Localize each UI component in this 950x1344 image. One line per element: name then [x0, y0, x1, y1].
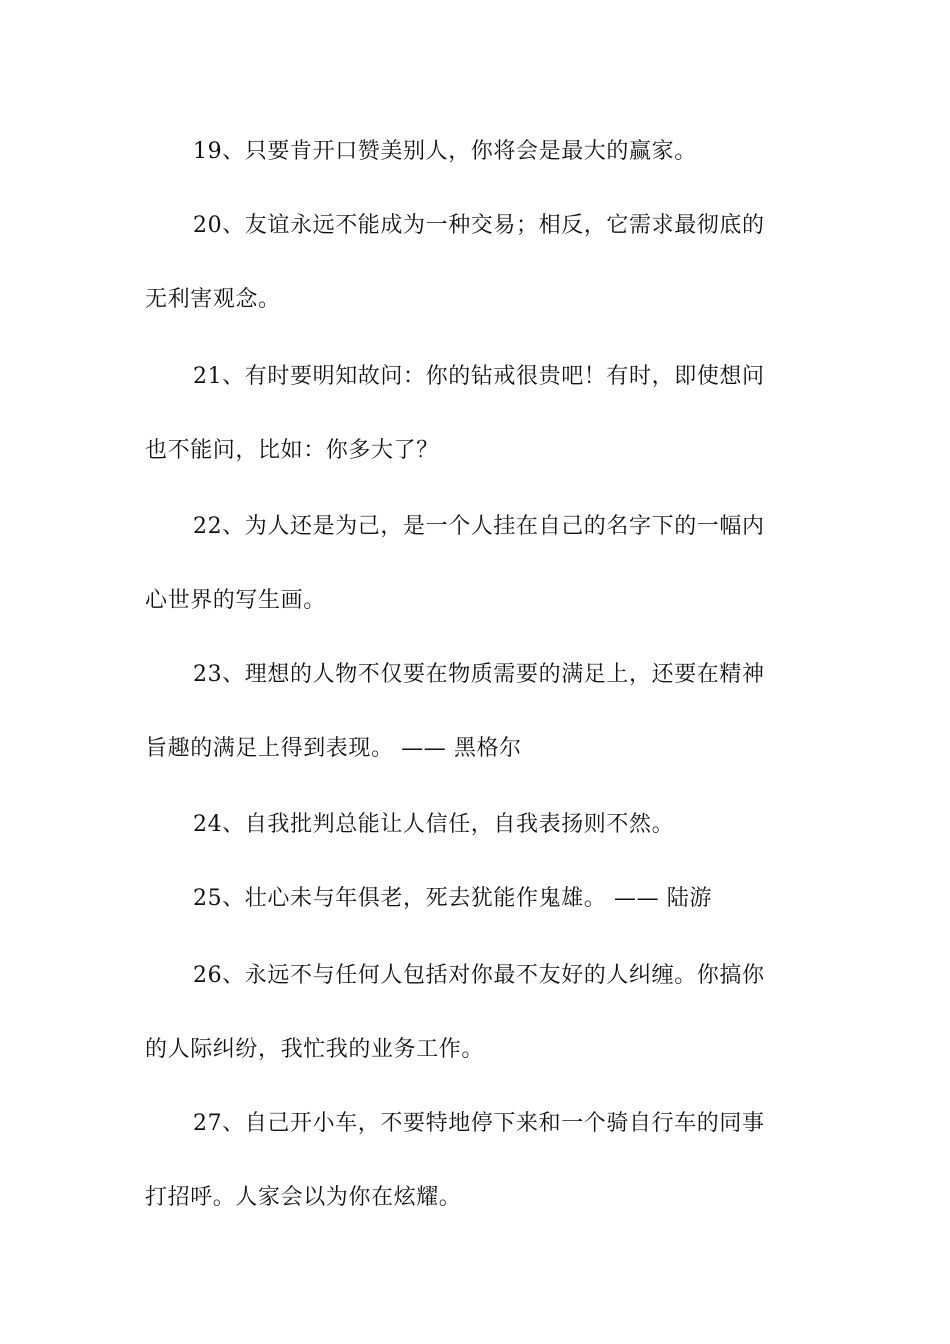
- quote-20-line-1: 20、友谊永远不能成为一种交易；相反，它需求最彻底的: [193, 213, 765, 238]
- quote-27-line-2: 打招呼。人家会以为你在炫耀。: [145, 1185, 462, 1210]
- quote-26-line-1: 26、永远不与任何人包括对你最不友好的人纠缠。你搞你: [193, 963, 765, 988]
- quote-21-line-2: 也不能问，比如：你多大了？: [145, 438, 439, 463]
- quote-22-line-2: 心世界的写生画。: [145, 588, 326, 613]
- quote-26-line-2: 的人际纠纷，我忙我的业务工作。: [145, 1037, 485, 1062]
- quote-24-line-1: 24、自我批判总能让人信任，自我表扬则不然。: [193, 812, 675, 837]
- quote-20-line-2: 无利害观念。: [145, 287, 281, 312]
- quote-22-line-1: 22、为人还是为己，是一个人挂在自己的名字下的一幅内: [193, 514, 765, 539]
- quote-23-line-1: 23、理想的人物不仅要在物质需要的满足上，还要在精神: [193, 662, 765, 687]
- quote-19-line-1: 19、只要肯开口赞美别人，你将会是最大的赢家。: [193, 139, 697, 164]
- quote-27-line-1: 27、自己开小车，不要特地停下来和一个骑自行车的同事: [193, 1111, 765, 1136]
- quote-21-line-1: 21、有时要明知故问：你的钻戒很贵吧！有时，即使想问: [193, 364, 765, 389]
- quote-25-line-1: 25、壮心未与年俱老，死去犹能作鬼雄。 —— 陆游: [193, 886, 712, 911]
- quote-23-line-2: 旨趣的满足上得到表现。 —— 黑格尔: [145, 736, 522, 761]
